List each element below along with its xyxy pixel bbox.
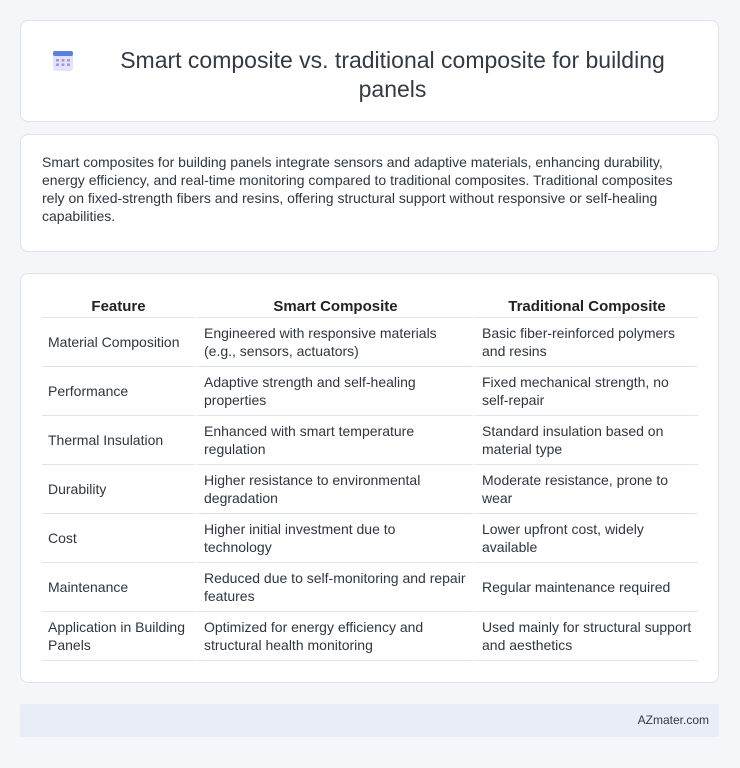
column-header-feature: Feature (42, 296, 195, 318)
traditional-cell: Lower upfront cost, widely available (473, 514, 698, 563)
table-row (42, 318, 698, 367)
traditional-cell: Regular maintenance required (473, 563, 698, 612)
table-row (42, 465, 698, 514)
page-title: Smart composite vs. traditional composite for building panels (120, 47, 665, 102)
smart-cell: Adaptive strength and self-healing properties (195, 367, 473, 416)
summary-card (20, 134, 719, 252)
traditional-cell: Basic fiber-reinforced polymers and resins (473, 318, 698, 367)
table-row (42, 367, 698, 416)
smart-cell: Higher initial investment due to technology (195, 514, 473, 563)
smart-cell: Engineered with responsive materials (e.g., sensors, actuators) (195, 318, 473, 367)
comparison-card (20, 273, 719, 683)
feature-cell: Application in Building Panels (42, 612, 195, 661)
traditional-cell: Moderate resistance, prone to wear (473, 465, 698, 514)
title-card (20, 20, 719, 122)
feature-cell: Cost (42, 514, 195, 563)
smart-cell: Reduced due to self-monitoring and repair features (195, 563, 473, 612)
table-header-row (42, 296, 698, 318)
footer-bar (20, 704, 719, 737)
column-header-smart: Smart Composite (195, 296, 473, 318)
footer-brand: AZmater.com (637, 713, 709, 727)
table-row (42, 563, 698, 612)
table-row (42, 416, 698, 465)
table-row (42, 514, 698, 563)
feature-cell: Maintenance (42, 563, 195, 612)
smart-cell: Enhanced with smart temperature regulation (195, 416, 473, 465)
smart-cell: Optimized for energy efficiency and structural health monitoring (195, 612, 473, 661)
smart-cell: Higher resistance to environmental degradation (195, 465, 473, 514)
feature-cell: Thermal Insulation (42, 416, 195, 465)
traditional-cell: Fixed mechanical strength, no self-repair (473, 367, 698, 416)
summary-text: Smart composites for building panels integrate sensors and adaptive materials, enhancing durability, energy efficiency, and real-time monitoring compared to traditional composites. Traditional composites rely on fixed-strength fibers and resins, offering structural support without responsive or self-healing capabilities. (42, 154, 673, 224)
traditional-cell: Standard insulation based on material type (473, 416, 698, 465)
column-header-traditional: Traditional Composite (473, 296, 698, 318)
comparison-table (42, 296, 698, 661)
traditional-cell: Used mainly for structural support and aesthetics (473, 612, 698, 661)
feature-cell: Material Composition (42, 318, 195, 367)
table-row (42, 612, 698, 661)
feature-cell: Performance (42, 367, 195, 416)
feature-cell: Durability (42, 465, 195, 514)
spreadsheet-icon (51, 49, 75, 73)
